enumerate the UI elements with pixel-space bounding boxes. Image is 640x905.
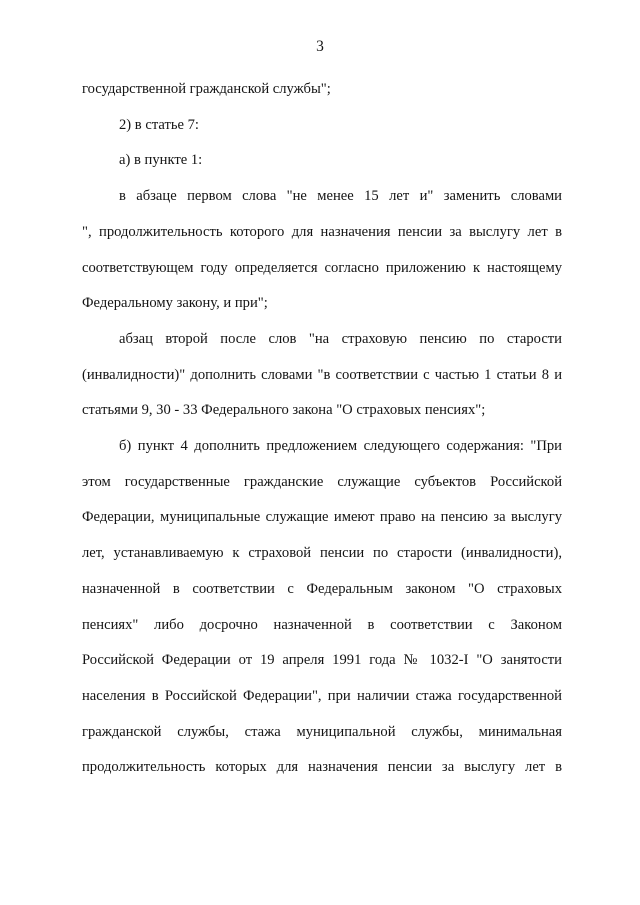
- paragraph-second-abzac: [82, 322, 562, 429]
- paragraph-first-abzac: [82, 179, 562, 322]
- text-line: абзац второй после слов "на страховую пенсию по старости: [119, 330, 562, 347]
- text-line: ", продолжительность которого для назначения пенсии за выслугу лет в: [82, 223, 562, 240]
- paragraph-point-4: [82, 429, 562, 786]
- text-line: Федеральному закону, и при";: [82, 295, 268, 312]
- text-line: б) пункт 4 дополнить предложением следующего содержания: "При: [119, 438, 562, 455]
- text-line: (инвалидности)" дополнить словами "в соответствии с частью 1 статьи 8 и: [82, 366, 562, 383]
- paragraph-closing-quote: [82, 72, 562, 108]
- text-line: в абзаце первом слова "не менее 15 лет и" заменить словами: [119, 188, 562, 205]
- document-body: [82, 72, 562, 786]
- text-line: лет, устанавливаемую к страховой пенсии по старости (инвалидности),: [82, 545, 562, 562]
- text-line: назначенной в соответствии с Федеральным законом "О страховых: [82, 580, 562, 597]
- text-line: населения в Российской Федерации", при наличии стажа государственной: [82, 687, 562, 704]
- text-line: а) в пункте 1:: [119, 152, 203, 169]
- text-line: 2) в статье 7:: [119, 116, 199, 133]
- text-line: соответствующем году определяется согласно приложению к настоящему: [82, 259, 562, 276]
- text-line: государственной гражданской службы";: [82, 81, 331, 97]
- paragraph-article-7: [82, 108, 562, 144]
- text-line: статьями 9, 30 - 33 Федерального закона "О страховых пенсиях";: [82, 402, 486, 419]
- text-line: пенсиях" либо досрочно назначенной в соответствии с Законом: [82, 616, 562, 633]
- text-line: Федерации, муниципальные служащие имеют право на пенсию за выслугу: [82, 509, 562, 526]
- text-line: гражданской службы, стажа муниципальной службы, минимальная: [82, 723, 562, 740]
- text-line: продолжительность которых для назначения пенсии за выслугу лет в: [82, 759, 562, 776]
- text-line: этом государственные гражданские служащие субъектов Российской: [82, 473, 562, 490]
- text-line: Российской Федерации от 19 апреля 1991 года № 1032-I "О занятости: [82, 652, 562, 669]
- page-number: 3: [316, 38, 324, 55]
- paragraph-point-1: [82, 143, 562, 179]
